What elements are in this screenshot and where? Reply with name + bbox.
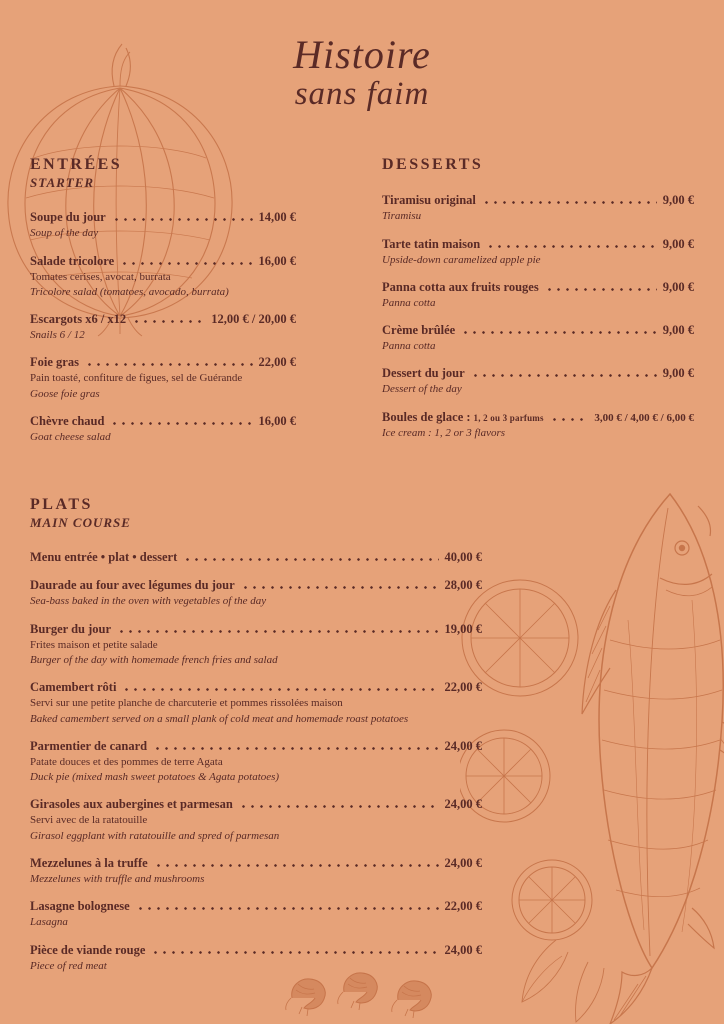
item-name bbox=[30, 311, 126, 327]
item-name-text: Pièce de viande rouge bbox=[30, 942, 146, 957]
item-description-en: Baked camembert served on a small plank of cold meat and homemade roast potatoes bbox=[30, 712, 409, 725]
menu-item-line bbox=[30, 738, 482, 754]
item-description-en: Sea-bass baked in the oven with vegetables of the day bbox=[30, 595, 267, 608]
item-name bbox=[382, 322, 455, 338]
starters-subheading: STARTER bbox=[30, 175, 95, 191]
menu-item bbox=[30, 679, 482, 726]
restaurant-title-line1: Histoire bbox=[293, 32, 431, 77]
dot-leader bbox=[471, 374, 657, 377]
desserts-item-list bbox=[382, 192, 694, 440]
menu-item bbox=[30, 354, 296, 401]
item-name bbox=[382, 192, 476, 208]
item-price: 9,00 € bbox=[662, 236, 694, 251]
dot-leader bbox=[461, 331, 657, 334]
dot-leader bbox=[241, 586, 439, 589]
item-name bbox=[30, 621, 111, 637]
item-name bbox=[382, 365, 465, 381]
item-name bbox=[382, 409, 544, 425]
menu-item bbox=[30, 942, 482, 973]
item-price: 16,00 € bbox=[258, 253, 296, 268]
item-name-text: Dessert du jour bbox=[382, 366, 465, 381]
main-course-header bbox=[30, 496, 694, 531]
item-name-text: Camembert rôti bbox=[30, 680, 117, 695]
item-name bbox=[30, 679, 116, 695]
item-name bbox=[382, 236, 480, 252]
item-price: 24,00 € bbox=[444, 738, 482, 753]
item-description-en: Duck pie (mixed mash sweet potatoes & Agata potatoes) bbox=[30, 771, 280, 784]
item-name-text: Crème brûlée bbox=[382, 323, 456, 338]
item-description-en: Tricolore salad (tomatoes, avocado, burrata) bbox=[30, 285, 229, 298]
item-name-note: 1, 2 ou 3 parfums bbox=[473, 412, 544, 423]
item-description-en: Upside-down caramelized apple pie bbox=[382, 253, 541, 266]
item-name-text: Menu entrée • plat • dessert bbox=[30, 550, 178, 565]
item-name bbox=[30, 577, 235, 593]
item-price: 9,00 € bbox=[662, 193, 694, 208]
item-description-fr: Patate douces et des pommes de terre Agata bbox=[30, 755, 223, 768]
item-name bbox=[30, 738, 147, 754]
dot-leader bbox=[85, 363, 253, 366]
item-price: 22,00 € bbox=[444, 899, 482, 914]
item-name-text: Boules de glace : bbox=[382, 409, 471, 424]
dot-leader bbox=[545, 288, 657, 291]
menu-item bbox=[382, 236, 694, 267]
restaurant-title bbox=[0, 0, 724, 112]
item-description-fr: Servi avec de la ratatouille bbox=[30, 814, 148, 827]
menu-item-line bbox=[30, 621, 482, 637]
item-name-text: Escargots x6 / x12 bbox=[30, 312, 127, 327]
menu-item bbox=[382, 365, 694, 396]
dot-leader bbox=[239, 805, 439, 808]
item-name-text: Girasoles aux aubergines et parmesan bbox=[30, 797, 233, 812]
item-price: 22,00 € bbox=[444, 680, 482, 695]
menu-item bbox=[30, 253, 296, 300]
menu-item bbox=[382, 279, 694, 310]
dot-leader bbox=[183, 558, 438, 561]
item-name bbox=[30, 898, 130, 914]
item-description-en: Goose foie gras bbox=[30, 387, 100, 400]
item-name-text: Salade tricolore bbox=[30, 253, 115, 268]
item-description-en: Goat cheese salad bbox=[30, 431, 111, 444]
menu-item-line bbox=[30, 577, 482, 593]
menu-item-line bbox=[30, 209, 296, 225]
dot-leader bbox=[151, 951, 438, 954]
menu-item bbox=[30, 621, 482, 668]
item-name bbox=[30, 413, 104, 429]
menu-item-line bbox=[382, 409, 694, 425]
item-name-text: Chèvre chaud bbox=[30, 414, 105, 429]
menu-item-line bbox=[382, 365, 694, 381]
restaurant-title-line2: sans faim bbox=[294, 76, 430, 112]
item-name bbox=[30, 354, 79, 370]
item-description-en: Piece of red meat bbox=[30, 959, 107, 972]
item-price: 12,00 € / 20,00 € bbox=[211, 312, 296, 327]
section-desserts bbox=[382, 156, 694, 456]
item-description-en: Tiramisu bbox=[382, 210, 422, 223]
item-description-en: Snails 6 / 12 bbox=[30, 329, 85, 342]
item-description-en: Dessert of the day bbox=[382, 383, 462, 396]
item-description-fr: Tomates cerises, avocat, burrata bbox=[30, 270, 171, 283]
menu-item-line bbox=[382, 236, 694, 252]
main-course-subheading: MAIN COURSE bbox=[30, 515, 131, 531]
item-price: 24,00 € bbox=[444, 942, 482, 957]
item-description-en: Burger of the day with homemade french fries and salad bbox=[30, 653, 278, 666]
menu-item bbox=[30, 855, 482, 886]
shrimps-icon bbox=[282, 966, 442, 1024]
desserts-heading: DESSERTS bbox=[382, 156, 484, 174]
menu-item bbox=[30, 796, 482, 843]
item-price: 24,00 € bbox=[444, 856, 482, 871]
item-description-en: Lasagna bbox=[30, 916, 68, 929]
item-name-text: Panna cotta aux fruits rouges bbox=[382, 279, 539, 294]
item-name-text: Tarte tatin maison bbox=[382, 236, 481, 251]
menu-item-line bbox=[382, 322, 694, 338]
item-price: 40,00 € bbox=[444, 550, 482, 565]
dot-leader bbox=[550, 418, 589, 421]
item-name-text: Soupe du jour bbox=[30, 210, 106, 225]
item-name bbox=[30, 942, 145, 958]
dot-leader bbox=[120, 262, 252, 265]
top-sections bbox=[0, 112, 724, 456]
item-name bbox=[30, 549, 177, 565]
item-price: 14,00 € bbox=[258, 210, 296, 225]
item-price: 24,00 € bbox=[444, 797, 482, 812]
item-name-text: Lasagne bolognese bbox=[30, 899, 130, 914]
menu-item-line bbox=[30, 898, 482, 914]
item-name-text: Foie gras bbox=[30, 355, 79, 370]
menu-item bbox=[30, 577, 482, 608]
main-course-item-list bbox=[30, 549, 482, 973]
item-price: 22,00 € bbox=[258, 355, 296, 370]
item-price: 9,00 € bbox=[662, 279, 694, 294]
item-description-en: Panna cotta bbox=[382, 340, 436, 353]
dot-leader bbox=[136, 907, 439, 910]
starters-heading: ENTRÉES bbox=[30, 156, 123, 174]
starters-header bbox=[30, 156, 296, 191]
item-name bbox=[30, 253, 114, 269]
item-price: 9,00 € bbox=[662, 323, 694, 338]
item-description-en: Girasol eggplant with ratatouille and spred of parmesan bbox=[30, 829, 280, 842]
menu-item bbox=[382, 322, 694, 353]
menu-item bbox=[30, 413, 296, 444]
dot-leader bbox=[117, 630, 438, 633]
menu-item-line bbox=[382, 279, 694, 295]
item-description-en: Panna cotta bbox=[382, 296, 436, 309]
dot-leader bbox=[110, 422, 252, 425]
menu-item bbox=[382, 409, 694, 440]
item-name bbox=[30, 796, 233, 812]
menu-item bbox=[30, 311, 296, 342]
menu-item-line bbox=[30, 679, 482, 695]
menu-item bbox=[30, 209, 296, 240]
item-price: 3,00 € / 4,00 € / 6,00 € bbox=[594, 411, 694, 424]
menu-item bbox=[30, 898, 482, 929]
item-name-text: Daurade au four avec légumes du jour bbox=[30, 578, 235, 593]
item-description-fr: Frites maison et petite salade bbox=[30, 638, 158, 651]
menu-item bbox=[30, 549, 482, 565]
item-description-fr: Servi sur une petite planche de charcuterie et pommes rissolées maison bbox=[30, 697, 343, 710]
desserts-header bbox=[382, 156, 694, 174]
dot-leader bbox=[482, 201, 657, 204]
starters-item-list bbox=[30, 209, 296, 444]
dot-leader bbox=[122, 688, 438, 691]
item-price: 28,00 € bbox=[444, 578, 482, 593]
item-price: 9,00 € bbox=[662, 366, 694, 381]
section-main-course bbox=[0, 456, 724, 973]
item-name-text: Mezzelunes à la truffe bbox=[30, 856, 148, 871]
menu-item bbox=[382, 192, 694, 223]
menu-item bbox=[30, 738, 482, 785]
menu-item-line bbox=[30, 942, 482, 958]
section-starters bbox=[30, 156, 296, 456]
dot-leader bbox=[154, 864, 439, 867]
dot-leader bbox=[132, 320, 205, 323]
item-price: 16,00 € bbox=[258, 414, 296, 429]
menu-item-line bbox=[30, 311, 296, 327]
menu-item-line bbox=[30, 855, 482, 871]
item-description-en: Soup of the day bbox=[30, 227, 99, 240]
item-name bbox=[30, 209, 106, 225]
item-name-text: Parmentier de canard bbox=[30, 738, 148, 753]
item-name bbox=[382, 279, 539, 295]
menu-item-line bbox=[30, 549, 482, 565]
menu-item-line bbox=[30, 796, 482, 812]
item-description-fr: Pain toasté, confiture de figues, sel de Guérande bbox=[30, 372, 243, 385]
item-description-en: Ice cream : 1, 2 or 3 flavors bbox=[382, 426, 506, 439]
dot-leader bbox=[486, 245, 657, 248]
item-name-text: Tiramisu original bbox=[382, 193, 476, 208]
item-name bbox=[30, 855, 148, 871]
menu-item-line bbox=[30, 413, 296, 429]
dot-leader bbox=[112, 218, 253, 221]
item-description-en: Mezzelunes with truffle and mushrooms bbox=[30, 873, 205, 886]
menu-item-line bbox=[382, 192, 694, 208]
item-name-text: Burger du jour bbox=[30, 621, 112, 636]
dot-leader bbox=[153, 747, 438, 750]
main-course-heading: PLATS bbox=[30, 496, 93, 514]
menu-item-line bbox=[30, 354, 296, 370]
menu-item-line bbox=[30, 253, 296, 269]
item-price: 19,00 € bbox=[444, 621, 482, 636]
